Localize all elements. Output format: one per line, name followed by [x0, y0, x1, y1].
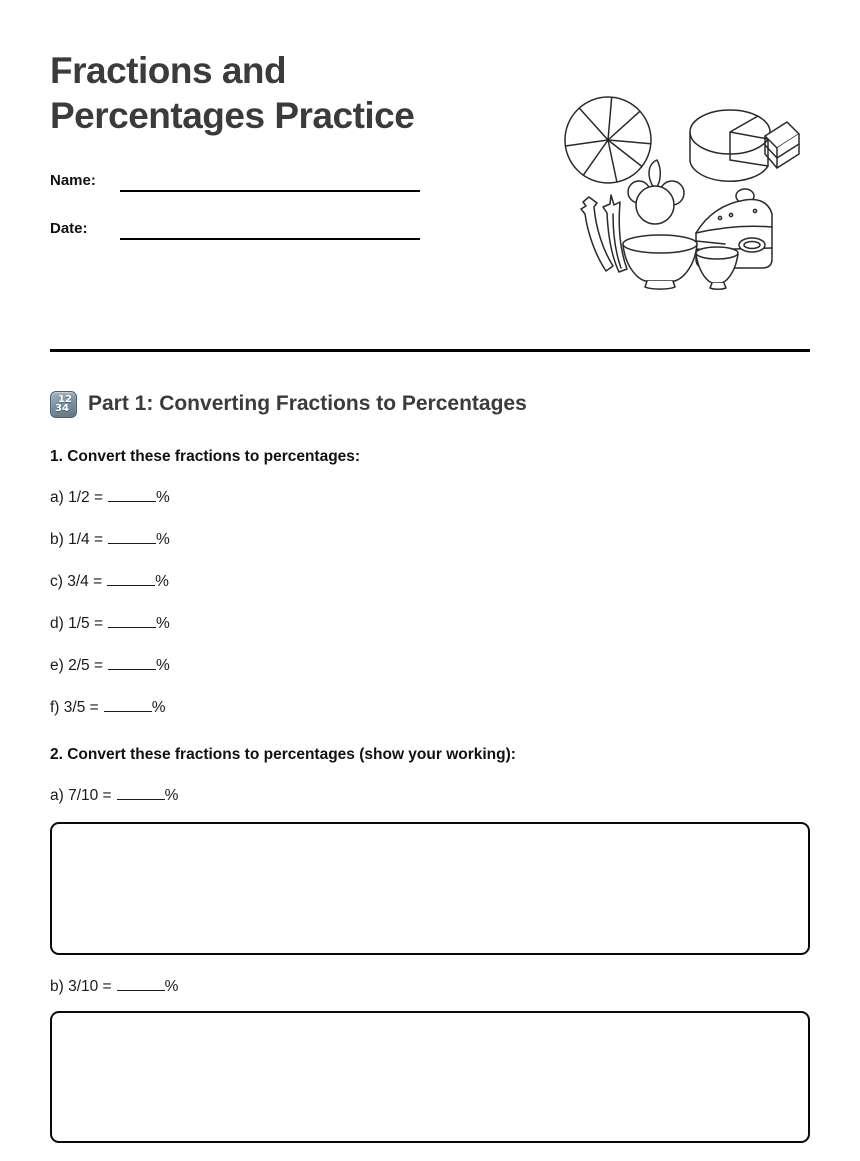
worksheet-header [50, 0, 810, 349]
baking-illustration [555, 92, 815, 292]
fraction-expression: c) 3/4 = [50, 573, 103, 590]
percent-sign: % [156, 615, 170, 632]
working-box-b[interactable] [50, 1011, 810, 1143]
date-label: Date: [50, 220, 88, 237]
section-divider [50, 349, 810, 352]
question1-prompt: 1. Convert these fractions to percentages: [50, 448, 361, 465]
date-input-line[interactable] [120, 222, 420, 240]
question2-prompt: 2. Convert these fractions to percentages (show your working): [50, 746, 516, 763]
fraction-item-b [50, 530, 810, 550]
fraction-expression: d) 1/5 = [50, 615, 103, 632]
worksheet-title: Fractions and Percentages Practice [50, 50, 415, 136]
cheese-wheel-icon [690, 110, 799, 181]
fraction-item-c [50, 572, 810, 592]
answer-blank[interactable] [107, 573, 155, 586]
fraction-item-e [50, 656, 810, 676]
percent-sign: % [156, 657, 170, 674]
fraction-expression: f) 3/5 = [50, 699, 99, 716]
answer-blank[interactable] [108, 489, 156, 502]
percent-sign: % [155, 573, 169, 590]
fraction-expression: a) 1/2 = [50, 489, 103, 506]
percent-sign: % [151, 699, 166, 716]
answer-blank[interactable] [108, 615, 156, 628]
answer-blank[interactable] [117, 978, 165, 991]
name-label: Name: [50, 172, 96, 189]
fraction-pie-icon [565, 97, 651, 183]
fraction-expression: b) 3/10 = [50, 978, 112, 995]
part1-section [50, 390, 810, 1143]
part1-heading [50, 390, 810, 418]
icon-digits-bottom: 34 [55, 402, 69, 414]
percent-sign: % [156, 489, 170, 506]
fraction-expression: b) 1/4 = [50, 531, 103, 548]
answer-blank[interactable] [104, 699, 152, 712]
fraction-expression: a) 7/10 = [50, 787, 112, 804]
answer-blank[interactable] [108, 531, 156, 544]
name-input-line[interactable] [120, 174, 420, 192]
percent-sign: % [156, 531, 170, 548]
part1-heading-text: Part 1: Converting Fractions to Percentages [88, 392, 527, 415]
fraction-item-q2a [50, 786, 810, 806]
percent-sign: % [164, 787, 179, 804]
fraction-item-f [50, 698, 810, 718]
input-numbers-icon [50, 391, 77, 418]
answer-blank[interactable] [108, 657, 156, 670]
answer-blank[interactable] [117, 787, 165, 800]
fraction-item-q2b [50, 977, 810, 997]
working-box-a[interactable] [50, 822, 810, 955]
icon-digits-top: 12 [58, 393, 72, 405]
fraction-expression: e) 2/5 = [50, 657, 103, 674]
celery-sticks-icon [581, 195, 627, 272]
fraction-item-d [50, 614, 810, 634]
fraction-item-a [50, 488, 810, 508]
percent-sign: % [164, 978, 179, 995]
